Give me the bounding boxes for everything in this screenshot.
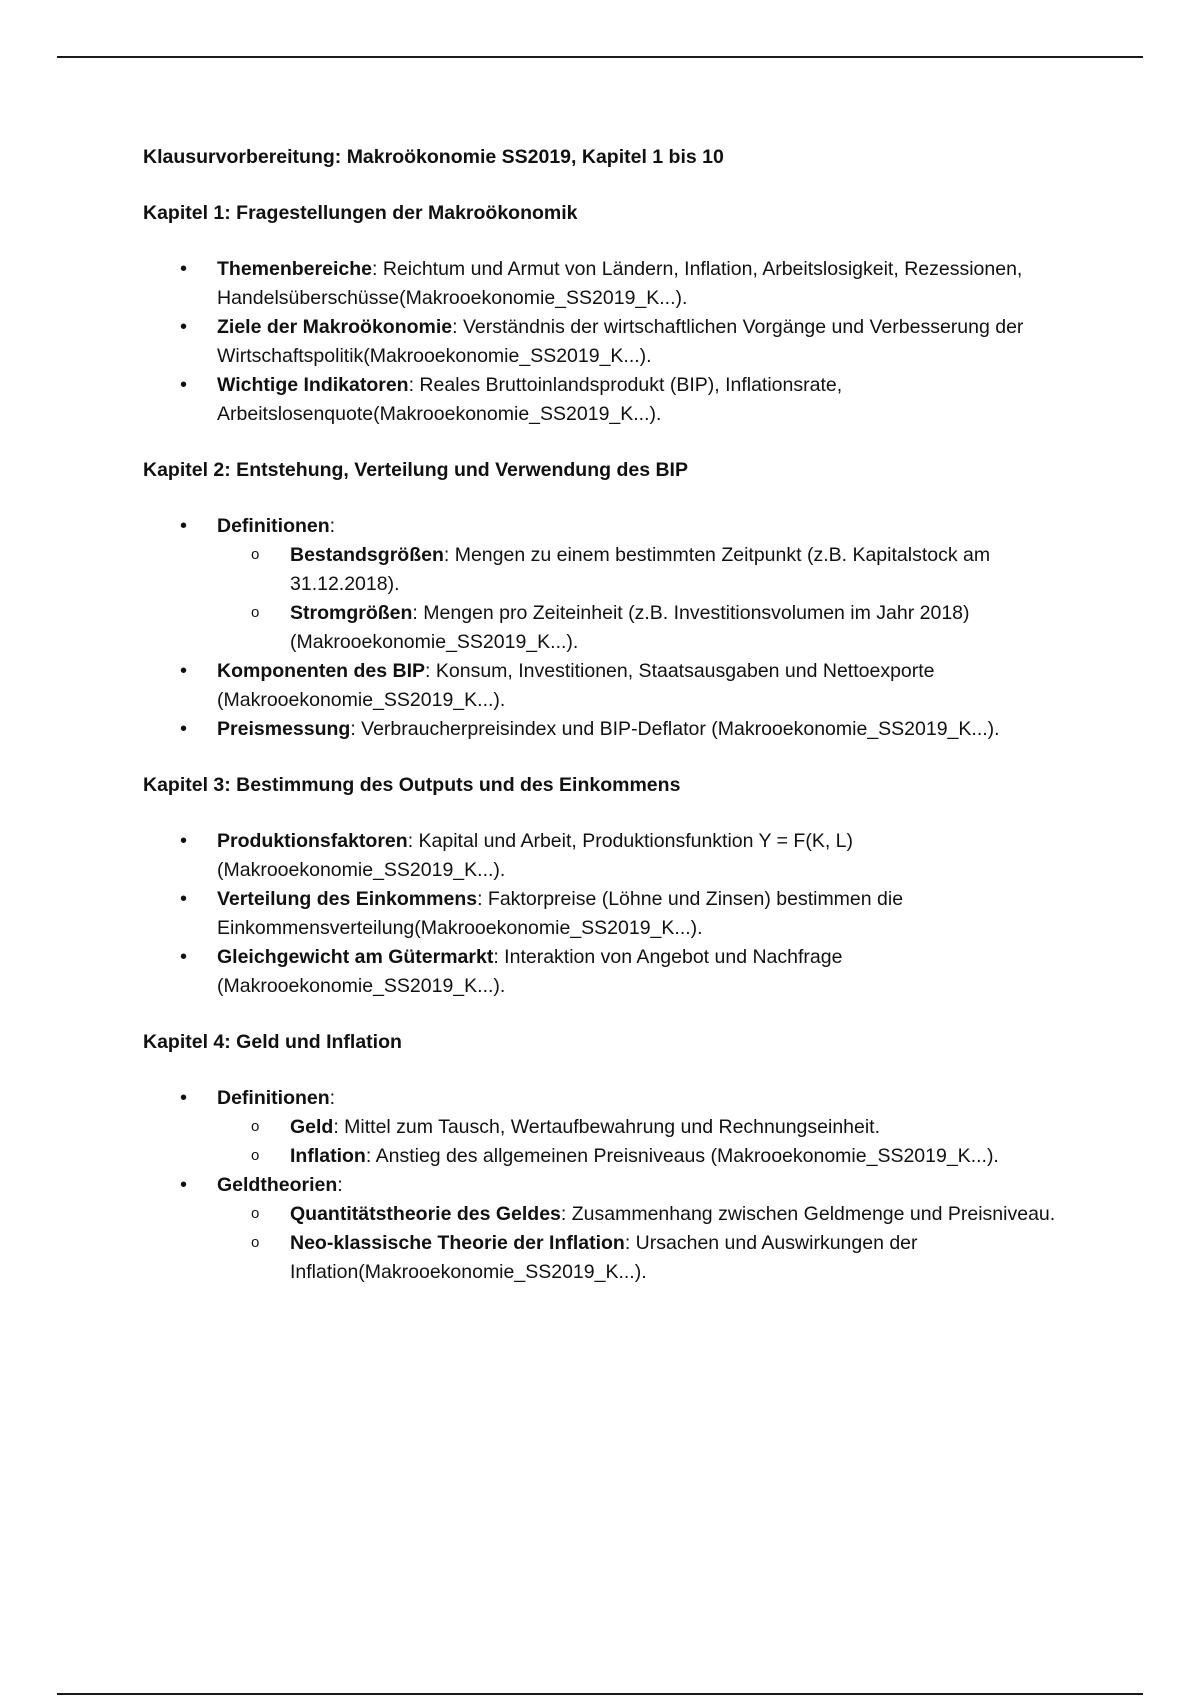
- bullet-item: [143, 1171, 1103, 1287]
- item-text: : Interaktion von Angebot und Nachfrage (Makrooekonomie_SS2019_K...).: [217, 946, 843, 997]
- bullet-item: [143, 943, 1103, 1001]
- item-text: : Zusammenhang zwischen Geldmenge und Preisniveau.: [560, 1203, 1056, 1225]
- item-term: Geldtheorien: [217, 1174, 338, 1196]
- bullet-list: [143, 827, 1103, 1001]
- item-term: Ziele der Makroökonomie: [217, 316, 453, 338]
- item-text: :: [329, 515, 336, 537]
- item-text: : Anstieg des allgemeinen Preisniveaus (Makrooekonomie_SS2019_K...).: [365, 1145, 999, 1167]
- item-term: Definitionen: [217, 515, 330, 537]
- sub-bullet-item: [217, 1113, 1103, 1142]
- item-term: Produktionsfaktoren: [217, 830, 408, 852]
- chapter-section: [143, 771, 1103, 1001]
- item-text: : Verständnis der wirtschaftlichen Vorgänge und Verbesserung der Wirtschaftspolitik(Makrooekonomie_SS2019_K...).: [217, 316, 1024, 367]
- item-text: :: [337, 1174, 343, 1196]
- item-text: : Kapital und Arbeit, Produktionsfunktion Y = F(K, L) (Makrooekonomie_SS2019_K...).: [217, 830, 854, 881]
- chapter-section: [143, 456, 1103, 744]
- item-term: Inflation: [290, 1145, 366, 1167]
- chapter-heading: Kapitel 4: Geld und Inflation: [143, 1031, 402, 1053]
- chapter-section: [143, 199, 1103, 429]
- bullet-item: [143, 885, 1103, 943]
- sub-bullet-item: [217, 1200, 1103, 1229]
- item-term: Preismessung: [217, 718, 351, 740]
- sub-bullet-item: [217, 1142, 1103, 1171]
- item-text: : Faktorpreise (Löhne und Zinsen) bestimmen die Einkommensverteilung(Makrooekonomie_SS2019_K...).: [217, 888, 904, 939]
- chapter-heading: Kapitel 1: Fragestellungen der Makroökonomik: [143, 202, 578, 224]
- item-text: : Verbraucherpreisindex und BIP-Deflator (Makrooekonomie_SS2019_K...).: [350, 718, 1000, 740]
- item-text: : Ursachen und Auswirkungen der Inflation(Makrooekonomie_SS2019_K...).: [290, 1232, 918, 1283]
- bullet-list: [143, 255, 1103, 429]
- item-term: Definitionen: [217, 1087, 330, 1109]
- sub-bullet-item: [217, 541, 1103, 599]
- chapter-list: [143, 199, 1103, 1287]
- item-text: : Reichtum und Armut von Ländern, Inflation, Arbeitslosigkeit, Rezessionen, Handelsüberschüsse(Makrooekonomie_SS2019_K...).: [217, 258, 1023, 309]
- item-term: Gleichgewicht am Gütermarkt: [217, 946, 494, 968]
- bottom-rule: [57, 1693, 1143, 1695]
- chapter-section: [143, 1028, 1103, 1287]
- bullet-list: [143, 1084, 1103, 1287]
- bullet-item: [143, 313, 1103, 371]
- bullet-list: [143, 512, 1103, 744]
- item-term: Verteilung des Einkommens: [217, 888, 478, 910]
- item-term: Bestandsgrößen: [290, 544, 444, 566]
- document-title: Klausurvorbereitung: Makroökonomie SS2019, Kapitel 1 bis 10: [143, 146, 724, 168]
- item-term: Geld: [290, 1116, 334, 1138]
- bullet-item: [143, 715, 1103, 744]
- bullet-item: [143, 1084, 1103, 1171]
- item-term: Komponenten des BIP: [217, 660, 426, 682]
- sub-bullet-list: [217, 1200, 1103, 1287]
- item-text: : Mengen zu einem bestimmten Zeitpunkt (z.B. Kapitalstock am 31.12.2018).: [290, 544, 991, 595]
- item-term: Quantitätstheorie des Geldes: [290, 1203, 561, 1225]
- item-text: : Reales Bruttoinlandsprodukt (BIP), Inflationsrate, Arbeitslosenquote(Makrooekonomie_SS2019_K...).: [217, 374, 843, 425]
- item-text: : Mengen pro Zeiteinheit (z.B. Investitionsvolumen im Jahr 2018) (Makrooekonomie_SS2019_K...).: [290, 602, 970, 653]
- item-term: Neo-klassische Theorie der Inflation: [290, 1232, 625, 1254]
- top-rule: [57, 56, 1143, 58]
- bullet-item: [143, 657, 1103, 715]
- item-text: : Konsum, Investitionen, Staatsausgaben und Nettoexporte (Makrooekonomie_SS2019_K...).: [217, 660, 935, 711]
- chapter-heading: Kapitel 3: Bestimmung des Outputs und des Einkommens: [143, 774, 681, 796]
- sub-bullet-list: [217, 1113, 1103, 1171]
- item-text: : Mittel zum Tausch, Wertaufbewahrung und Rechnungseinheit.: [333, 1116, 881, 1138]
- sub-bullet-item: [217, 599, 1103, 657]
- bullet-item: [143, 371, 1103, 429]
- bullet-item: [143, 827, 1103, 885]
- bullet-item: [143, 255, 1103, 313]
- sub-bullet-list: [217, 541, 1103, 657]
- bullet-item: [143, 512, 1103, 657]
- document-body: [143, 143, 1103, 1314]
- chapter-heading: Kapitel 2: Entstehung, Verteilung und Verwendung des BIP: [143, 459, 688, 481]
- item-term: Wichtige Indikatoren: [217, 374, 409, 396]
- item-text: :: [329, 1087, 336, 1109]
- sub-bullet-item: [217, 1229, 1103, 1287]
- item-term: Themenbereiche: [217, 258, 372, 280]
- item-term: Stromgrößen: [290, 602, 413, 624]
